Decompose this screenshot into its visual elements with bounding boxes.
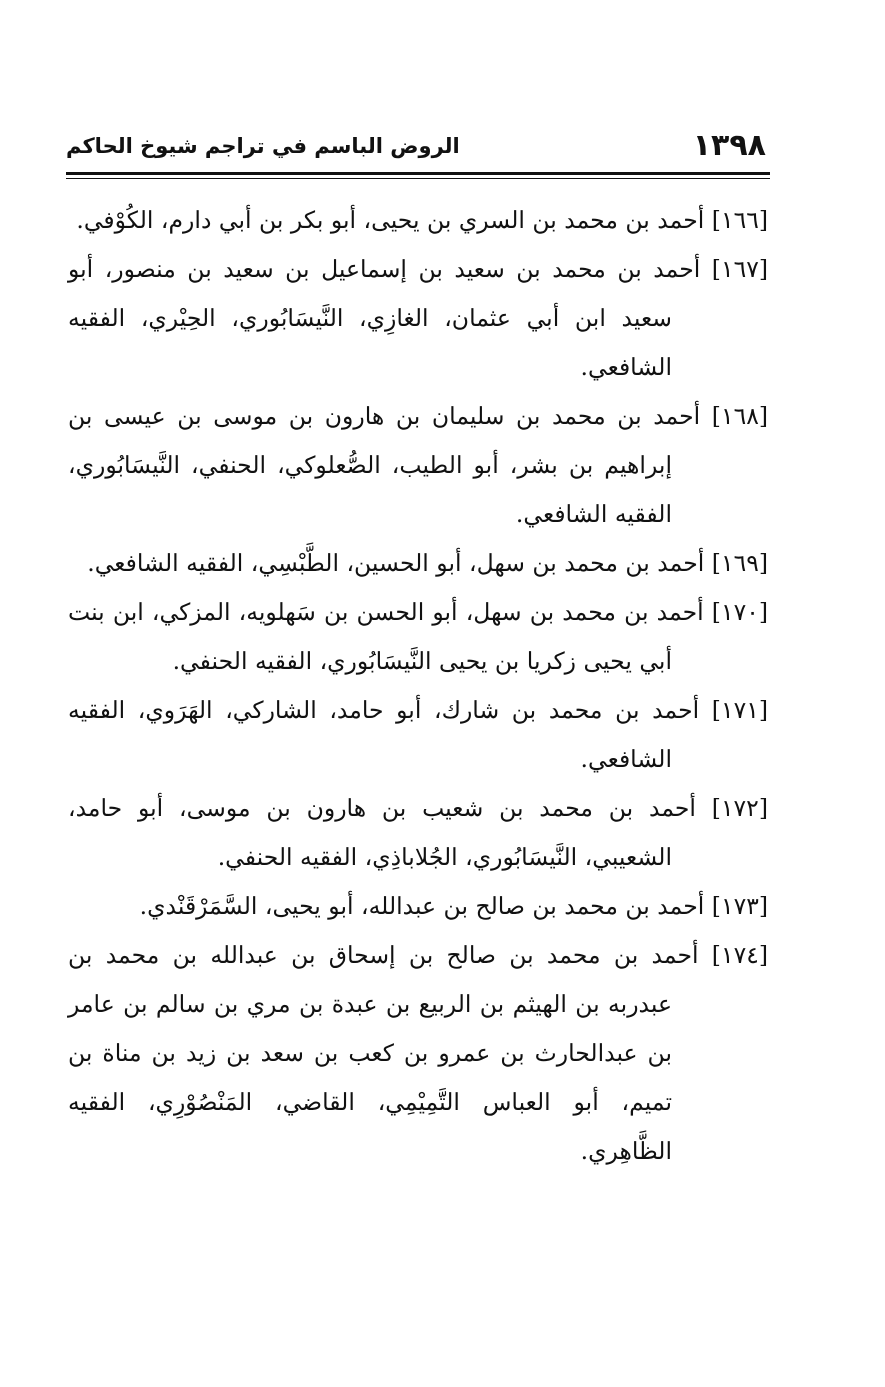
page-number: ١٣٩٨ <box>692 128 766 163</box>
entry-167 <box>68 245 768 392</box>
entry-number: [١٧١] <box>711 696 768 724</box>
entry-166 <box>68 196 768 245</box>
page-header <box>66 128 766 168</box>
entry-173 <box>68 882 768 931</box>
entry-number: [١٧٣] <box>711 892 768 920</box>
entry-text: أحمد بن محمد بن سليمان بن هارون بن موسى بن عيسى بن إبراهيم بن بشر، أبو الطيب، الصُّعلوكي، الحنفي، النَّيسَابُوري، الفقيه الشافعي. <box>68 402 701 528</box>
entry-172 <box>68 784 768 882</box>
entry-number: [١٧٠] <box>711 598 768 626</box>
entry-text: أحمد بن محمد بن شارك، أبو حامد، الشاركي، الهَرَوي، الفقيه الشافعي. <box>68 696 700 773</box>
entry-number: [١٦٩] <box>711 549 768 577</box>
entry-number: [١٦٧] <box>711 255 768 283</box>
entry-number: [١٦٨] <box>711 402 768 430</box>
header-rule-thin <box>66 178 770 179</box>
entry-text: أحمد بن محمد بن سهل، أبو الحسن بن سَهلويه، المزكي، ابن بنت أبي يحيى زكريا بن يحيى النَّيسَابُوري، الفقيه الحنفي. <box>68 598 704 675</box>
running-title: الروض الباسم في تراجم شيوخ الحاكم <box>66 134 460 158</box>
entry-number: [١٧٢] <box>711 794 768 822</box>
entry-text: أحمد بن محمد بن شعيب بن هارون بن موسى، أبو حامد، الشعيبي، النَّيسَابُوري، الجُلاباذِي، الفقيه الحنفي. <box>68 794 696 871</box>
entry-number: [١٧٤] <box>711 941 768 969</box>
entry-text: أحمد بن محمد بن سعيد بن إسماعيل بن سعيد بن منصور، أبو سعيد ابن أبي عثمان، الغازِي، النَّيسَابُوري، الحِيْري، الفقيه الشافعي. <box>68 255 701 381</box>
entry-174 <box>68 931 768 1176</box>
entry-number: [١٦٦] <box>711 206 768 234</box>
biography-entries <box>68 196 768 1176</box>
entry-text: أحمد بن محمد بن صالح بن إسحاق بن عبدالله بن محمد بن عبدربه بن الهيثم بن الربيع بن عبدة بن مري بن سالم بن عامر بن عبدالحارث بن عمرو بن كعب بن سعد بن زيد بن مناة بن تميم، أبو العباس التَّمِيْمِي، القاضي، المَنْصُوْرِي، الفقيه الظَّاهِري. <box>68 941 699 1165</box>
entry-171 <box>68 686 768 784</box>
entry-text: أحمد بن محمد بن السري بن يحيى، أبو بكر بن أبي دارم، الكُوْفي. <box>76 206 705 234</box>
entry-169 <box>68 539 768 588</box>
entry-text: أحمد بن محمد بن صالح بن عبدالله، أبو يحيى، السَّمَرْقَنْدي. <box>139 892 705 920</box>
entry-text: أحمد بن محمد بن سهل، أبو الحسين، الطَّبْسِي، الفقيه الشافعي. <box>87 549 705 577</box>
entry-168 <box>68 392 768 539</box>
entry-170 <box>68 588 768 686</box>
header-rule-thick <box>66 172 770 175</box>
